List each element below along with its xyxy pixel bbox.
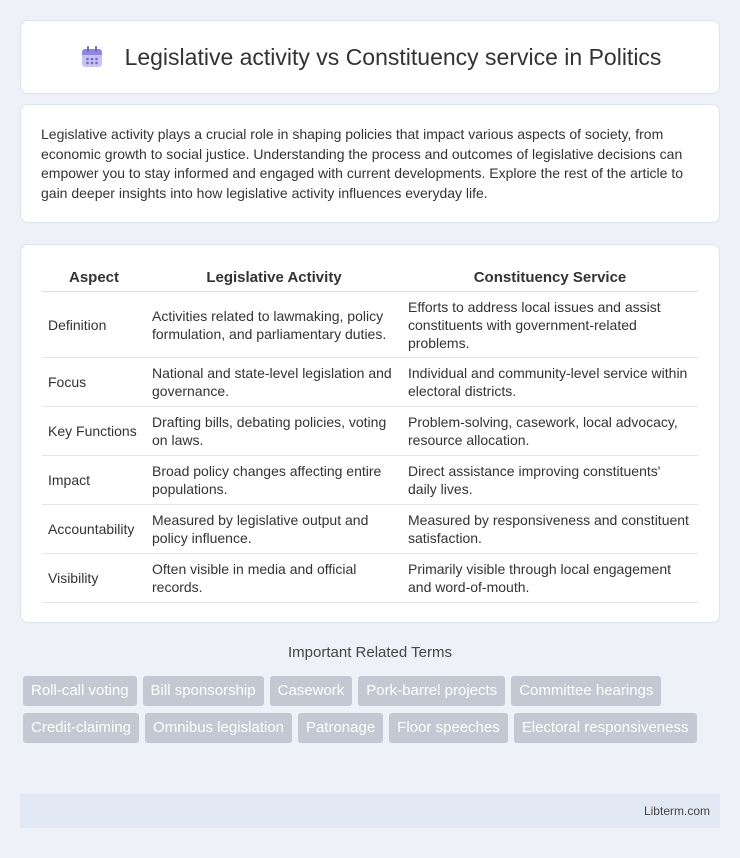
aspect-cell: Accountability bbox=[42, 505, 146, 554]
intro-text: Legislative activity plays a crucial role in shaping policies that impact various aspects of society, from economic growth to social justice. Understanding the process and outcomes of legislative decisions can empower you to stay informed and engaged with current developments. Explore the rest of the article to gain deeper insights into how legislative activity influences everyday life. bbox=[41, 126, 684, 201]
related-terms-title: Important Related Terms bbox=[288, 644, 452, 661]
table-row bbox=[42, 505, 698, 554]
aspect-cell: Focus bbox=[42, 358, 146, 407]
table-row bbox=[42, 407, 698, 456]
table-row bbox=[42, 554, 698, 603]
header-card bbox=[20, 20, 720, 94]
related-term-tag[interactable]: Electoral responsiveness bbox=[514, 713, 697, 743]
table-header-row bbox=[42, 265, 698, 292]
related-term-tag[interactable]: Casework bbox=[270, 676, 353, 706]
related-terms-list bbox=[23, 676, 723, 743]
comparison-card bbox=[20, 244, 720, 623]
footer-link[interactable]: Libterm.com bbox=[643, 804, 710, 818]
legislative-cell: Drafting bills, debating policies, voting on laws. bbox=[146, 407, 402, 456]
legislative-cell: Measured by legislative output and policy influence. bbox=[146, 505, 402, 554]
column-header-constituency: Constituency Service bbox=[402, 265, 698, 292]
constituency-cell: Problem-solving, casework, local advocacy, resource allocation. bbox=[402, 407, 698, 456]
aspect-cell: Definition bbox=[42, 292, 146, 358]
constituency-cell: Measured by responsiveness and constituent satisfaction. bbox=[402, 505, 698, 554]
related-term-tag[interactable]: Omnibus legislation bbox=[145, 713, 292, 743]
page-title: Legislative activity vs Constituency service in Politics bbox=[124, 43, 662, 70]
related-term-tag[interactable]: Patronage bbox=[298, 713, 383, 743]
constituency-cell: Primarily visible through local engagement and word-of-mouth. bbox=[402, 554, 698, 603]
related-term-tag[interactable]: Committee hearings bbox=[511, 676, 661, 706]
table-row bbox=[42, 456, 698, 505]
legislative-cell: Broad policy changes affecting entire populations. bbox=[146, 456, 402, 505]
constituency-cell: Efforts to address local issues and assist constituents with government-related problems. bbox=[402, 292, 698, 358]
column-header-legislative: Legislative Activity bbox=[146, 265, 402, 292]
legislative-cell: Often visible in media and official records. bbox=[146, 554, 402, 603]
related-term-tag[interactable]: Bill sponsorship bbox=[143, 676, 264, 706]
calendar-icon bbox=[79, 44, 105, 70]
aspect-cell: Visibility bbox=[42, 554, 146, 603]
header bbox=[79, 44, 662, 71]
related-term-tag[interactable]: Roll-call voting bbox=[23, 676, 137, 706]
related-term-tag[interactable]: Floor speeches bbox=[389, 713, 508, 743]
comparison-table bbox=[42, 265, 698, 603]
constituency-cell: Individual and community-level service within electoral districts. bbox=[402, 358, 698, 407]
legislative-cell: National and state-level legislation and governance. bbox=[146, 358, 402, 407]
intro-card bbox=[20, 104, 720, 223]
aspect-cell: Impact bbox=[42, 456, 146, 505]
footer bbox=[20, 794, 720, 828]
legislative-cell: Activities related to lawmaking, policy formulation, and parliamentary duties. bbox=[146, 292, 402, 358]
aspect-cell: Key Functions bbox=[42, 407, 146, 456]
constituency-cell: Direct assistance improving constituents' daily lives. bbox=[402, 456, 698, 505]
table-row bbox=[42, 358, 698, 407]
table-row bbox=[42, 292, 698, 358]
column-header-aspect: Aspect bbox=[42, 265, 146, 292]
related-term-tag[interactable]: Pork-barrel projects bbox=[358, 676, 505, 706]
related-term-tag[interactable]: Credit-claiming bbox=[23, 713, 139, 743]
